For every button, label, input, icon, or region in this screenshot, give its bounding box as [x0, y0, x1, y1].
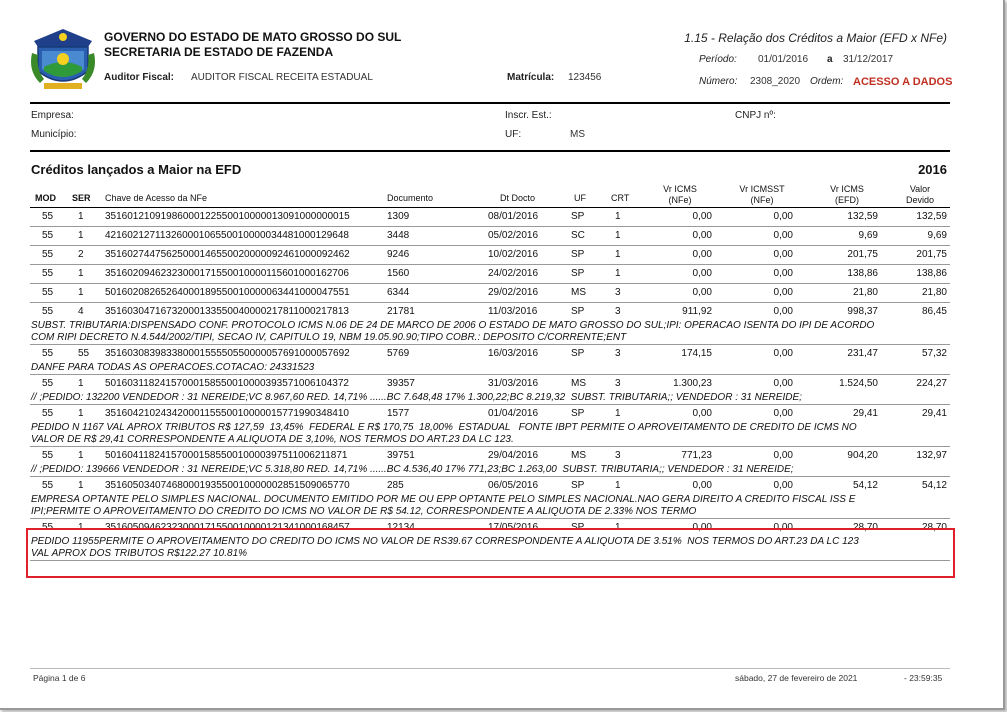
cell-dt: 17/05/2016 [488, 522, 539, 533]
org-secretariat: SECRETARIA DE ESTADO DE FAZENDA [104, 45, 334, 59]
cell-icms-efd: 21,80 [852, 287, 878, 298]
col-documento: Documento [387, 193, 434, 203]
section-year: 2016 [918, 162, 947, 177]
cell-mod: 55 [42, 306, 54, 317]
cell-chave: 50160411824157000158550010000397511006211871 [105, 450, 348, 461]
cell-doc: 39357 [387, 378, 415, 389]
row-separator [30, 283, 950, 284]
cell-chave: 35160209462323000171550010000115601000162706 [105, 268, 349, 279]
row-observation: PEDIDO 11955PERMITE O APROVEITAMENTO DO CREDITO DO ICMS NO VALOR DE RS39.67 CORRESPONDENTE A ALIQUOTA DE 3.51% NOS TERMOS DO ART.23 DA LC 123 VAL APROX DOS TRIBUTOS R$122.27 10.81% [31, 536, 859, 559]
cell-icms-efd: 54,12 [852, 480, 878, 491]
cell-icms-nfe: 0,00 [692, 408, 712, 419]
cell-uf: SC [571, 230, 585, 241]
row-separator [30, 446, 950, 447]
row-observation: PEDIDO N 1167 VAL APROX TRIBUTOS R$ 127,59 13,45% FEDERAL E R$ 170,75 18,00% ESTADUAL FONTE IBPT PERMITE O APROVEITAMENTO DE CREDITO DE ICMS NO VALOR DE R$ 29,41 CORRESPONDENTE A ALIQUOTA DE 3,10%, NOS TERMOS DO ART.23 DA LC 123. [31, 422, 857, 445]
cell-icms-efd: 9,69 [858, 230, 878, 241]
col-uf: UF [574, 193, 586, 203]
cell-icms-nfe: 0,00 [692, 249, 712, 260]
periodo-start: 01/01/2016 [758, 54, 809, 65]
cell-crt: 1 [615, 408, 621, 419]
numero-label: Número: [699, 76, 738, 87]
row-separator [30, 476, 950, 477]
cell-dt: 10/02/2016 [488, 249, 539, 260]
cell-mod: 55 [42, 378, 54, 389]
cell-dt: 29/04/2016 [488, 450, 539, 461]
cnpj-label: CNPJ nº: [735, 110, 776, 121]
cell-ser: 55 [78, 348, 90, 359]
org-name: GOVERNO DO ESTADO DE MATO GROSSO DO SUL [104, 30, 402, 44]
cell-crt: 3 [615, 378, 621, 389]
cell-chave: 50160311824157000158550010000393571006104372 [105, 378, 349, 389]
cell-icms-nfe: 0,00 [692, 480, 712, 491]
cell-icmsst-nfe: 0,00 [773, 522, 793, 533]
cell-chave: 35160304716732000133550040000217811000217813 [105, 306, 349, 317]
cell-doc: 285 [387, 480, 404, 491]
uf-label: UF: [505, 129, 522, 140]
cell-crt: 3 [615, 450, 621, 461]
cell-crt: 1 [615, 211, 621, 222]
company-divider [30, 150, 950, 152]
periodo-label: Período: [699, 54, 737, 65]
cell-icms-nfe: 174,15 [681, 348, 712, 359]
row-observation: DANFE PARA TODAS AS OPERACOES.COTACAO: 24331523 [31, 362, 315, 373]
row-observation: SUBST. TRIBUTARIA:DISPENSADO CONF. PROTOCOLO ICMS N.06 DE 24 DE MARCO DE 2006 O ESTADO DE MATO GROSSO DO SUL;IPI: OPERACAO ISENTA DO IPI DE ACORDO COM RIPI DECRETO N.4.544/2002/TIPI, SECAO IV, CAPITULO 19, NBM 19.05.90.90;TIPO COBR.: DEPOSITO C/CORRENTE;ENT [31, 320, 875, 343]
row-separator [30, 226, 950, 227]
header-divider [30, 102, 950, 104]
cell-ser: 1 [78, 230, 84, 241]
cell-dt: 06/05/2016 [488, 480, 539, 491]
cell-ser: 1 [78, 378, 84, 389]
row-observation: EMPRESA OPTANTE PELO SIMPLES NACIONAL. DOCUMENTO EMITIDO POR ME OU EPP OPTANTE PELO SIMPLES NACIONAL.NAO GERA DIREITO A CREDITO FISCAL ISS E IPI;PERMITE O APROVEITAMENTO DO CREDITO DO ICMS NO VALOR DE R$ 54.12, CORRESPONDENTE A ALIQUOTA DE 2.33% NOS TERMO [31, 494, 856, 517]
col-vr-icms-efd: Vr ICMS (EFD) [830, 184, 864, 205]
cell-icms-nfe: 911,92 [682, 306, 712, 317]
cell-icmsst-nfe: 0,00 [773, 306, 793, 317]
cell-devido: 21,80 [921, 287, 947, 298]
cell-uf: SP [571, 348, 585, 359]
col-chave: Chave de Acesso da NFe [105, 193, 208, 203]
cell-ser: 1 [78, 480, 84, 491]
cell-icmsst-nfe: 0,00 [773, 211, 793, 222]
cell-crt: 1 [615, 249, 621, 260]
row-observation: // ;PEDIDO: 139666 VENDEDOR : 31 NEREIDE;VC 5.318,80 RED. 14,71% ......BC 4.536,40 17% 771,23;BC 1.263,00 SUBST. TRIBUTARIA;; VENDEDOR : 31 NEREIDE; [31, 464, 794, 475]
cell-dt: 16/03/2016 [488, 348, 539, 359]
col-vr-icms-nfe: Vr ICMS (NFe) [663, 184, 697, 205]
cell-icmsst-nfe: 0,00 [773, 249, 793, 260]
highlighted-entry-box [26, 528, 955, 578]
cell-chave: 50160208265264000189550010000063441000047551 [105, 287, 350, 298]
cell-icms-nfe: 771,23 [681, 450, 712, 461]
cell-icms-efd: 1.524,50 [839, 378, 878, 389]
cell-icmsst-nfe: 0,00 [773, 378, 793, 389]
cell-devido: 86,45 [921, 306, 947, 317]
cell-dt: 01/04/2016 [488, 408, 539, 419]
cell-dt: 29/02/2016 [488, 287, 539, 298]
footer-divider [30, 668, 950, 669]
cell-icmsst-nfe: 0,00 [773, 230, 793, 241]
cell-icms-efd: 29,41 [852, 408, 878, 419]
row-separator [30, 518, 950, 519]
ordem-value: ACESSO A DADOS [853, 76, 953, 88]
numero-value: 2308_2020 [750, 76, 801, 87]
state-coat-of-arms-icon [30, 27, 96, 91]
col-dt-docto: Dt Docto [500, 193, 536, 203]
row-separator [30, 302, 950, 303]
cell-icms-nfe: 0,00 [692, 230, 712, 241]
row-separator [30, 374, 950, 375]
empresa-label: Empresa: [31, 110, 74, 121]
row-separator [30, 245, 950, 246]
cell-mod: 55 [42, 268, 54, 279]
cell-devido: 29,41 [921, 408, 947, 419]
columns-divider [30, 207, 950, 208]
cell-ser: 4 [78, 306, 84, 317]
matricula-label: Matrícula: [507, 72, 555, 83]
cell-uf: MS [571, 378, 586, 389]
cell-icms-nfe: 0,00 [692, 522, 712, 533]
col-vr-icmsst-nfe: Vr ICMSST (NFe) [739, 184, 785, 205]
row-observation: // ;PEDIDO: 132200 VENDEDOR : 31 NEREIDE;VC 8.967,60 RED. 14,71% ......BC 7.648,48 17% 1.300,22;BC 8.219,32 SUBST. TRIBUTARIA;; VENDEDOR : 31 NEREIDE; [31, 392, 802, 403]
cell-devido: 132,59 [916, 211, 947, 222]
cell-mod: 55 [42, 230, 54, 241]
cell-crt: 1 [615, 522, 621, 533]
cell-icms-efd: 904,20 [847, 450, 878, 461]
cell-chave: 42160212711326000106550010000034481000129648 [105, 230, 349, 241]
cell-uf: SP [571, 480, 585, 491]
periodo-end: 31/12/2017 [843, 54, 894, 65]
cell-icms-efd: 28,70 [852, 522, 878, 533]
report-title: 1.15 - Relação dos Créditos a Maior (EFD x NFe) [684, 31, 947, 45]
cell-doc: 1560 [387, 268, 410, 279]
row-separator [30, 344, 950, 345]
cell-crt: 3 [615, 287, 621, 298]
cell-icmsst-nfe: 0,00 [773, 480, 793, 491]
ordem-label: Ordem: [810, 76, 844, 87]
cell-icmsst-nfe: 0,00 [773, 268, 793, 279]
cell-icmsst-nfe: 0,00 [773, 348, 793, 359]
page-number: Página 1 de 6 [33, 673, 86, 683]
cell-mod: 55 [42, 249, 54, 260]
cell-devido: 57,32 [921, 348, 947, 359]
cell-mod: 55 [42, 211, 54, 222]
cell-doc: 1309 [387, 211, 410, 222]
cell-doc: 5769 [387, 348, 410, 359]
cell-mod: 55 [42, 450, 54, 461]
cell-ser: 1 [78, 522, 84, 533]
cell-doc: 6344 [387, 287, 410, 298]
cell-icms-nfe: 0,00 [692, 287, 712, 298]
cell-crt: 3 [615, 348, 621, 359]
cell-devido: 201,75 [916, 249, 947, 260]
inscr-label: Inscr. Est.: [505, 110, 552, 121]
cell-uf: SP [571, 306, 585, 317]
cell-crt: 1 [615, 268, 621, 279]
cell-doc: 12134 [387, 522, 415, 533]
cell-mod: 55 [42, 480, 54, 491]
cell-uf: SP [571, 522, 585, 533]
cell-chave: 35160274475625000146550020000092461000092462 [105, 249, 350, 260]
cell-uf: MS [571, 287, 586, 298]
col-mod: MOD [35, 193, 56, 203]
cell-icms-efd: 132,59 [847, 211, 878, 222]
cell-chave: 35160503407468000193550010000002851509065770 [105, 480, 350, 491]
cell-dt: 31/03/2016 [488, 378, 539, 389]
cell-icms-nfe: 0,00 [692, 268, 712, 279]
cell-devido: 54,12 [921, 480, 947, 491]
cell-mod: 55 [42, 408, 54, 419]
cell-mod: 55 [42, 348, 54, 359]
cell-icms-efd: 138,86 [847, 268, 878, 279]
cell-icms-nfe: 1.300,23 [673, 378, 712, 389]
cell-doc: 9246 [387, 249, 410, 260]
cell-dt: 05/02/2016 [488, 230, 539, 241]
cell-devido: 138,86 [916, 268, 947, 279]
cell-doc: 3448 [387, 230, 410, 241]
cell-icmsst-nfe: 0,00 [773, 408, 793, 419]
cell-uf: SP [571, 249, 585, 260]
cell-icmsst-nfe: 0,00 [773, 287, 793, 298]
cell-ser: 1 [78, 287, 84, 298]
municipio-label: Município: [31, 129, 77, 140]
cell-icms-efd: 998,37 [847, 306, 878, 317]
cell-devido: 9,69 [927, 230, 947, 241]
section-title: Créditos lançados a Maior na EFD [31, 162, 242, 177]
auditor-value: AUDITOR FISCAL RECEITA ESTADUAL [191, 72, 373, 83]
cell-ser: 2 [78, 249, 84, 260]
cell-icmsst-nfe: 0,00 [773, 450, 793, 461]
cell-ser: 1 [78, 211, 84, 222]
row-separator [30, 404, 950, 405]
cell-uf: SP [571, 211, 585, 222]
cell-ser: 1 [78, 268, 84, 279]
cell-dt: 11/03/2016 [488, 306, 538, 317]
col-valor-devido: Valor Devido [905, 184, 934, 205]
cell-ser: 1 [78, 450, 84, 461]
cell-devido: 28,70 [921, 522, 947, 533]
cell-mod: 55 [42, 522, 54, 533]
col-crt: CRT [611, 193, 630, 203]
cell-icms-efd: 201,75 [847, 249, 878, 260]
cell-uf: MS [571, 450, 586, 461]
matricula-value: 123456 [568, 72, 602, 83]
cell-crt: 3 [615, 306, 621, 317]
auditor-label: Auditor Fiscal: [104, 72, 175, 83]
cell-uf: SP [571, 408, 585, 419]
cell-icms-nfe: 0,00 [692, 211, 712, 222]
cell-doc: 21781 [387, 306, 415, 317]
cell-crt: 1 [615, 480, 621, 491]
row-separator [30, 264, 950, 265]
periodo-separator: a [827, 54, 833, 65]
cell-chave: 35160308398338000155550550000057691000057692 [105, 348, 350, 359]
cell-chave: 35160421024342000115550010000015771990348410 [105, 408, 349, 419]
print-time: - 23:59:35 [904, 673, 943, 683]
cell-ser: 1 [78, 408, 84, 419]
cell-devido: 132,97 [916, 450, 947, 461]
cell-crt: 1 [615, 230, 621, 241]
cell-dt: 24/02/2016 [488, 268, 539, 279]
uf-value: MS [570, 129, 585, 140]
cell-uf: SP [571, 268, 585, 279]
cell-icms-efd: 231,47 [847, 348, 878, 359]
cell-chave: 35160509462323000171550010000121341000168457 [105, 522, 350, 533]
cell-devido: 224,27 [916, 378, 947, 389]
cell-chave: 35160121091986000122550010000013091000000015 [105, 211, 350, 222]
col-ser: SER [72, 193, 91, 203]
cell-doc: 39751 [387, 450, 415, 461]
print-date: sábado, 27 de fevereiro de 2021 [735, 673, 858, 683]
cell-dt: 08/01/2016 [488, 211, 539, 222]
cell-doc: 1577 [387, 408, 410, 419]
cell-mod: 55 [42, 287, 54, 298]
